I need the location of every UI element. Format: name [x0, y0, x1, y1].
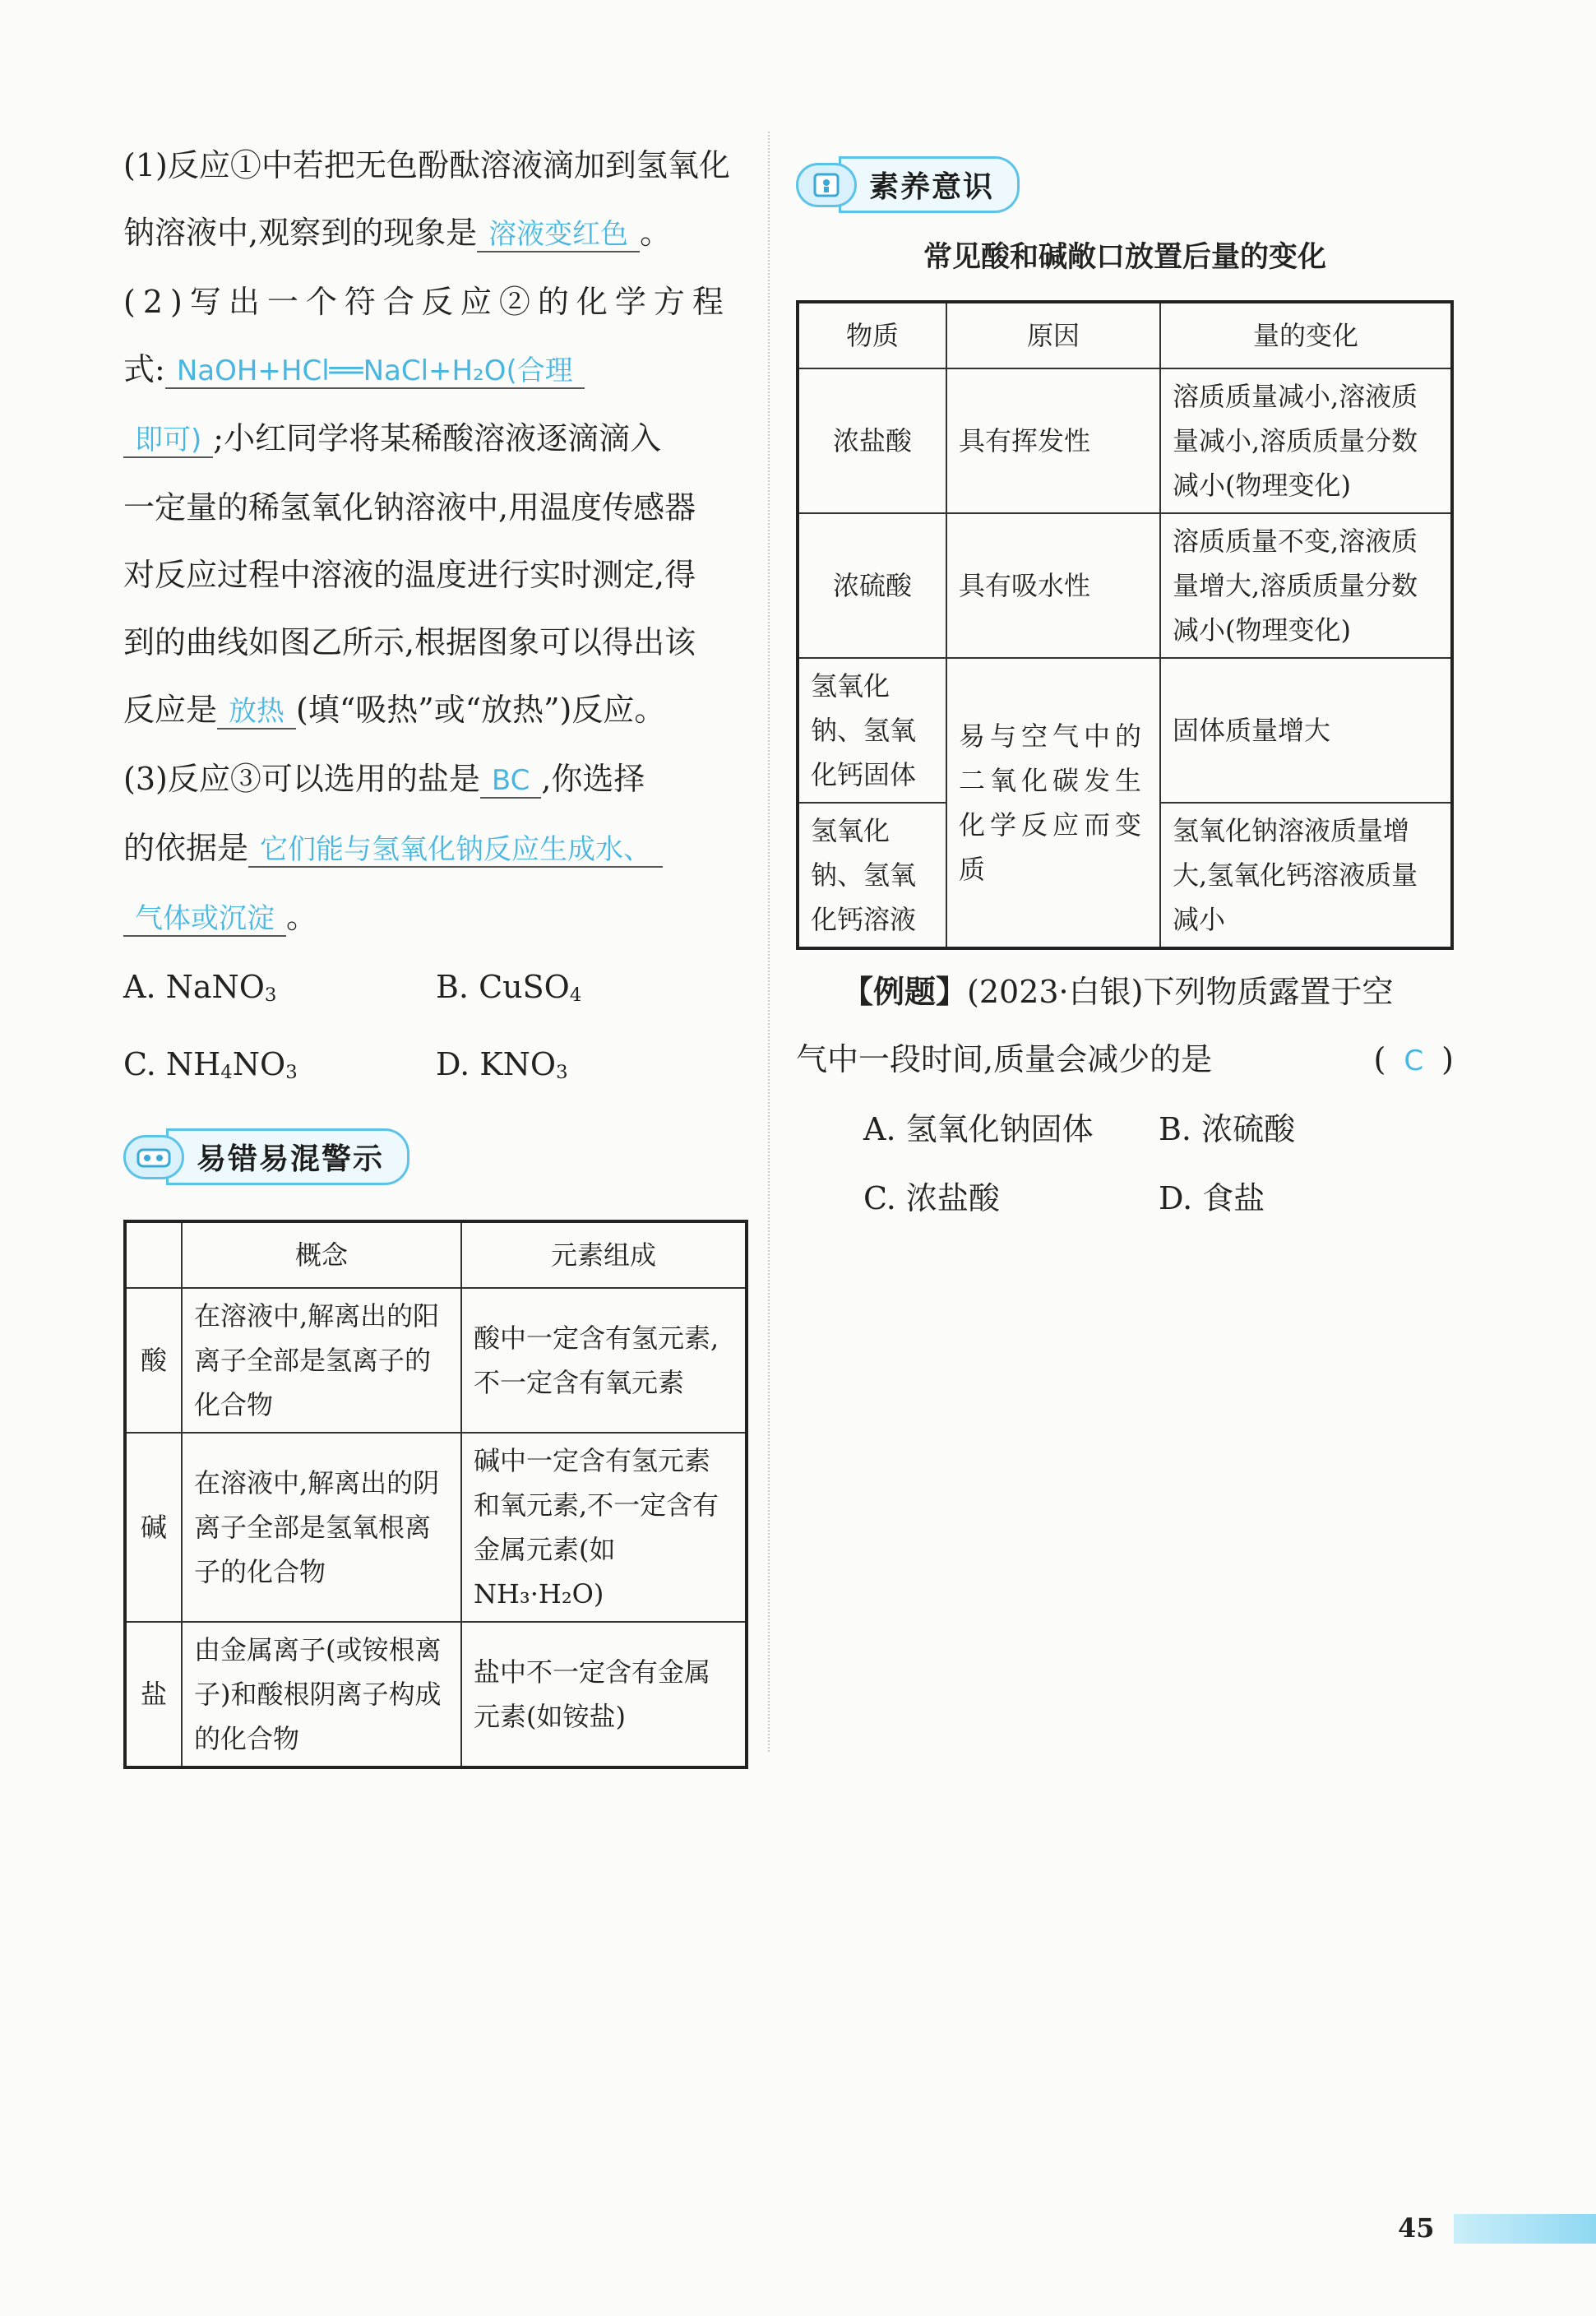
options-row-cd	[123, 1030, 748, 1107]
change-h2so4: 溶质质量不变,溶液质量增大,溶质质量分数减小(物理变化)	[1160, 513, 1452, 658]
table-row	[798, 368, 1452, 513]
question-3-line-2	[123, 814, 748, 883]
right-column	[796, 132, 1454, 1233]
substance-hcl: 浓盐酸	[798, 368, 946, 513]
exposure-header-change: 量的变化	[1160, 302, 1452, 368]
literacy-section-icon	[796, 163, 857, 207]
example-options-cd	[796, 1164, 1454, 1233]
option-d-text: D. KNO	[436, 1046, 557, 1082]
option-d	[436, 1030, 748, 1107]
concept-header-composition: 元素组成	[461, 1221, 747, 1288]
option-a-text: A. NaNO	[123, 969, 265, 1005]
example-text-2: 气中一段时间,质量会减少的是	[796, 1041, 1213, 1077]
row-name-base: 碱	[125, 1433, 182, 1622]
question-3-text: (3)反应③可以选用的盐是	[123, 761, 480, 797]
row-composition-salt: 盐中不一定含有金属元素(如铵盐)	[461, 1622, 747, 1767]
option-a	[123, 952, 436, 1030]
substance-h2so4: 浓硫酸	[798, 513, 946, 658]
example-option-a: A. 氢氧化钠固体	[863, 1111, 1094, 1147]
question-3-line-1	[123, 745, 748, 814]
row-concept-base: 在溶液中,解离出的阴离子全部是氢氧根离子的化合物	[182, 1433, 461, 1622]
row-composition-base: 碱中一定含有氢元素和氧元素,不一定含有金属元素(如NH₃·H₂O)	[461, 1433, 747, 1622]
column-divider	[768, 132, 770, 1752]
exposure-header-reason: 原因	[946, 302, 1160, 368]
question-3-basis-text: 的依据是	[123, 830, 249, 866]
table-row	[125, 1622, 747, 1767]
section-warning-header	[123, 1128, 748, 1185]
example-option-b: B. 浓硫酸	[1159, 1111, 1296, 1147]
option-b-sub: 4	[569, 984, 582, 1006]
question-3-line-3	[123, 883, 748, 952]
change-hcl: 溶质质量减小,溶液质量减小,溶质质量分数减小(物理变化)	[1160, 368, 1452, 513]
option-c-sub-1: 4	[220, 1062, 233, 1083]
section-literacy-header	[796, 156, 1454, 213]
concept-header-concept: 概念	[182, 1221, 461, 1288]
option-d-sub: 3	[556, 1062, 568, 1083]
concept-table	[123, 1220, 748, 1769]
table-row	[125, 1433, 747, 1622]
question-2-line-5: 对反应过程中溶液的温度进行实时测定,得	[123, 557, 696, 593]
example-tag: 【例题】	[842, 973, 968, 1010]
table-row	[798, 513, 1452, 658]
left-column	[123, 132, 748, 1769]
example-line-2	[796, 1026, 1454, 1095]
substance-base-solid: 氢氧化钠、氢氧化钙固体	[798, 658, 946, 803]
answer-basis-part-2: 气体或沉淀	[123, 902, 286, 937]
page-number-bar	[1454, 2214, 1596, 2244]
question-2-hint: (填“吸热”或“放热”)反应。	[296, 692, 666, 728]
example-line-1	[796, 958, 1454, 1026]
answer-blank-1: 溶液变红色	[477, 218, 640, 252]
row-concept-acid: 在溶液中,解离出的阳离子全部是氢离子的化合物	[182, 1288, 461, 1433]
question-1-end: 。	[640, 215, 672, 251]
exposure-table-header	[798, 302, 1452, 368]
substance-base-solution: 氢氧化钠、氢氧化钙溶液	[798, 803, 946, 948]
warning-section-title: 易错易混警示	[166, 1128, 409, 1185]
option-c-text-2: NO	[232, 1046, 286, 1082]
row-name-salt: 盐	[125, 1622, 182, 1767]
example-options-ab	[796, 1095, 1454, 1164]
book-icon	[810, 171, 843, 199]
reason-base: 易与空气中的二氧化碳发生化学反应而变质	[946, 658, 1160, 948]
example-answer: C	[1404, 1045, 1424, 1077]
table-row	[798, 658, 1452, 803]
option-c-text-1: C. NH	[123, 1046, 221, 1082]
row-composition-acid: 酸中一定含有氢元素,不一定含有氧元素	[461, 1288, 747, 1433]
warning-section-icon	[123, 1135, 184, 1179]
option-b	[436, 952, 748, 1030]
question-1-text: 钠溶液中,观察到的现象是	[123, 215, 478, 251]
question-2-continuation: ;小红同学将某稀酸溶液逐滴滴入	[213, 420, 662, 456]
row-concept-salt: 由金属离子(或铵根离子)和酸根阴离子构成的化合物	[182, 1622, 461, 1767]
question-2-line-4: 一定量的稀氢氧化钠溶液中,用温度传感器	[123, 489, 696, 526]
concept-header-empty	[125, 1221, 182, 1288]
question-2-line-1: (2)写出一个符合反应②的化学方程	[123, 284, 731, 320]
example-answer-bracket: ( C )	[1373, 1041, 1454, 1077]
reason-hcl: 具有挥发性	[946, 368, 1160, 513]
question-1-line-2	[123, 199, 748, 268]
answer-equation-part-2: 即可)	[123, 424, 213, 458]
change-base-solid: 固体质量增大	[1160, 658, 1452, 803]
example-option-c: C. 浓盐酸	[863, 1180, 1000, 1216]
option-b-text: B. CuSO	[436, 969, 570, 1005]
question-2-text: 式:	[123, 351, 165, 387]
change-base-solution: 氢氧化钠溶液质量增大,氢氧化钙溶液质量减小	[1160, 803, 1452, 948]
question-1-line-1: (1)反应①中若把无色酚酞溶液滴加到氢氧化	[123, 147, 730, 183]
answer-basis-part-1: 它们能与氢氧化钠反应生成水、	[248, 833, 663, 868]
table-row	[125, 1288, 747, 1433]
question-2-line-3	[123, 405, 748, 474]
answer-equation-part-1: NaOH+HCl══NaCl+H₂O(合理	[165, 354, 585, 389]
options-row-ab	[123, 952, 748, 1030]
option-a-sub: 3	[264, 984, 277, 1006]
question-2-line-7	[123, 676, 748, 745]
literacy-section-title: 素养意识	[839, 156, 1020, 213]
example-option-d: D. 食盐	[1159, 1180, 1265, 1216]
row-name-acid: 酸	[125, 1288, 182, 1433]
concept-table-header	[125, 1221, 747, 1288]
question-2-reaction-text: 反应是	[123, 692, 218, 728]
answer-blank-heat: 放热	[217, 695, 296, 730]
table-title: 常见酸和碱敞口放置后量的变化	[923, 241, 1326, 274]
answer-blank-salt: BC	[480, 764, 541, 799]
example-text-1: (2023·白银)下列物质露置于空	[967, 974, 1394, 1010]
exposure-table	[796, 300, 1454, 950]
option-c-sub-2: 3	[285, 1062, 298, 1083]
question-2-line-6: 到的曲线如图乙所示,根据图象可以得出该	[123, 624, 696, 660]
exposure-header-substance: 物质	[798, 302, 946, 368]
question-2-line-2	[123, 336, 748, 405]
question-3-continuation: ,你选择	[541, 761, 645, 797]
reason-h2so4: 具有吸水性	[946, 513, 1160, 658]
option-c	[123, 1030, 436, 1107]
question-3-end: 。	[286, 899, 318, 935]
beaker-icon	[135, 1143, 173, 1171]
page-number: 45	[1398, 2212, 1435, 2244]
